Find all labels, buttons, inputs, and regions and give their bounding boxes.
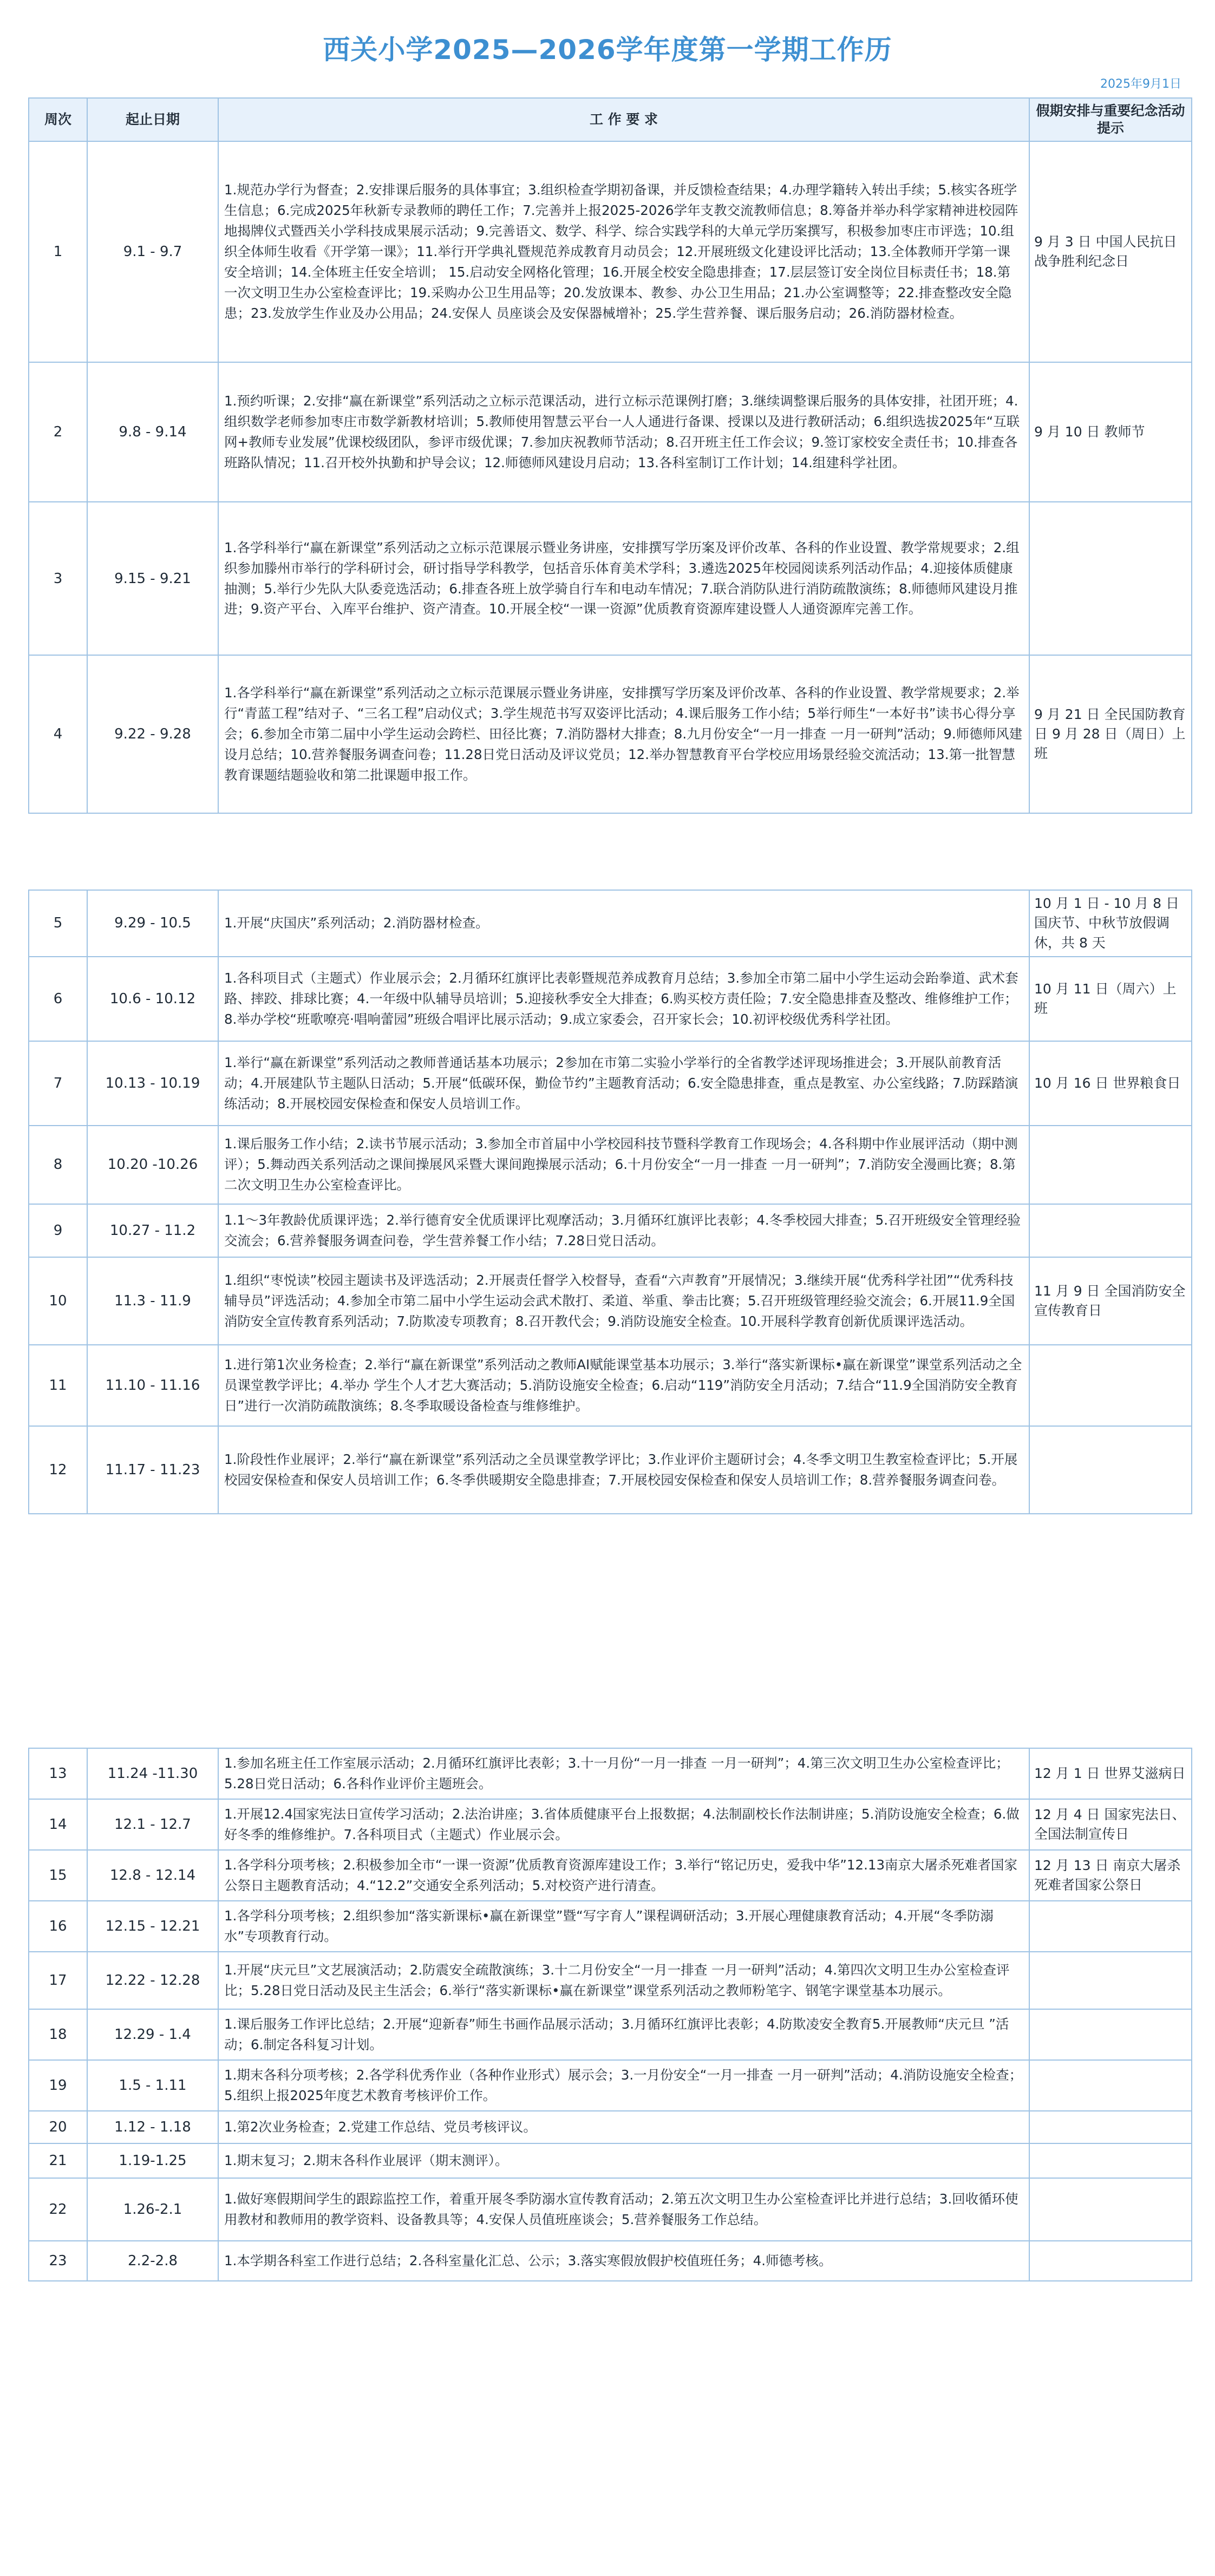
week-cell: 17 bbox=[29, 1952, 87, 2009]
dates-cell: 9.15 - 9.21 bbox=[87, 502, 218, 655]
week-cell: 3 bbox=[29, 502, 87, 655]
dates-cell: 12.15 - 12.21 bbox=[87, 1901, 218, 1952]
table-row bbox=[29, 2009, 1192, 2060]
dates-cell: 12.1 - 12.7 bbox=[87, 1799, 218, 1850]
table-row bbox=[29, 2178, 1192, 2241]
table-row bbox=[29, 2060, 1192, 2111]
holiday-note-cell bbox=[1029, 502, 1192, 655]
dates-cell: 9.1 - 9.7 bbox=[87, 141, 218, 362]
table-row bbox=[29, 957, 1192, 1041]
calendar-table-part3 bbox=[28, 1748, 1192, 2281]
holiday-note-cell bbox=[1029, 2143, 1192, 2178]
holiday-note-cell: 12 月 4 日 国家宪法日、全国法制宣传日 bbox=[1029, 1799, 1192, 1850]
dates-cell: 11.17 - 11.23 bbox=[87, 1426, 218, 1514]
holiday-note-cell bbox=[1029, 2111, 1192, 2143]
holiday-note-cell: 11 月 9 日 全国消防安全宣传教育日 bbox=[1029, 1257, 1192, 1345]
week-cell: 14 bbox=[29, 1799, 87, 1850]
table-row bbox=[29, 1041, 1192, 1126]
requirements-cell: 1.各学科分项考核；2.积极参加全市“一课一资源”优质教育资源库建设工作；3.举行“铭记历史，爱我中华”12.13南京大屠杀死难者国家公祭日主题教育活动；4.“12.2”交通安全系列活动；5.对校资产进行清查。 bbox=[218, 1850, 1029, 1901]
requirements-cell: 1.开展“庆元旦”文艺展演活动；2.防震安全疏散演练；3.十二月份安全“一月一排查 一月一研判”活动；4.第四次文明卫生办公室检查评比；5.28日党日活动及民主生活会；6.举行“落实新课标•赢在新课堂”课堂系列活动之教师粉笔字、钢笔字课堂基本功展示。 bbox=[218, 1952, 1029, 2009]
dates-cell: 9.8 - 9.14 bbox=[87, 362, 218, 502]
requirements-cell: 1.预约听课；2.安排“赢在新课堂”系列活动之立标示范课活动，进行立标示范课例打磨；3.继续调整课后服务的具体安排，社团开班；4.组织数学老师参加枣庄市数学新教材培训；5.教师使用智慧云平台一人人通进行备课、授课以及进行教研活动；6.组织选拔2025年“互联网+教师专业发展”优课校级团队，参评市级优课；7.参加庆祝教师节活动；8.召开班主任工作会议；9.签订家校安全责任书；10.排查各班路队情况；11.召开校外执勤和护导会议；12.师德师风建设月启动；13.各科室制订工作计划；14.组建科学社团。 bbox=[218, 362, 1029, 502]
requirements-cell: 1.开展“庆国庆”系列活动；2.消防器材检查。 bbox=[218, 890, 1029, 957]
table-row bbox=[29, 1257, 1192, 1345]
dates-cell: 1.26-2.1 bbox=[87, 2178, 218, 2241]
dates-cell: 1.12 - 1.18 bbox=[87, 2111, 218, 2143]
week-cell: 5 bbox=[29, 890, 87, 957]
week-cell: 2 bbox=[29, 362, 87, 502]
week-cell: 23 bbox=[29, 2241, 87, 2281]
requirements-cell: 1.期末复习；2.期末各科作业展评（期末测评）。 bbox=[218, 2143, 1029, 2178]
holiday-note-cell bbox=[1029, 2178, 1192, 2241]
table-row bbox=[29, 1126, 1192, 1204]
requirements-cell: 1.本学期各科室工作进行总结；2.各科室量化汇总、公示；3.落实寒假放假护校值班任务；4.师德考核。 bbox=[218, 2241, 1029, 2281]
holiday-note-cell: 9 月 21 日 全民国防教育日 9 月 28 日（周日）上班 bbox=[1029, 655, 1192, 813]
dates-cell: 11.3 - 11.9 bbox=[87, 1257, 218, 1345]
issue-date: 2025年9月1日 bbox=[1100, 77, 1181, 91]
holiday-note-cell bbox=[1029, 2060, 1192, 2111]
week-cell: 21 bbox=[29, 2143, 87, 2178]
week-cell: 6 bbox=[29, 957, 87, 1041]
dates-cell: 11.10 - 11.16 bbox=[87, 1345, 218, 1426]
holiday-note-cell bbox=[1029, 2009, 1192, 2060]
requirements-cell: 1.各学科举行“赢在新课堂”系列活动之立标示范课展示暨业务讲座，安排撰写学历案及评价改革、各科的作业设置、教学常规要求；2.举行“青蓝工程”结对子、“三名工程”启动仪式；3.学生规范书写双姿评比活动；4.课后服务工作小结；5举行师生“一本好书”读书心得分享会；6.参加全市第二届中小学生运动会跨栏、田径比赛；7.消防器材大排查；8.九月份安全“一月一排查 一月一研判”活动；9.师德师风建设月总结；10.营养餐服务调查问卷；11.28日党日活动及评议党员；12.举办智慧教育平台学校应用场景经验交流活动；13.第一批智慧教育课题结题验收和第二批课题申报工作。 bbox=[218, 655, 1029, 813]
requirements-cell: 1.规范办学行为督查；2.安排课后服务的具体事宜；3.组织检查学期初备课，并反馈检查结果；4.办理学籍转入转出手续；5.核实各班学生信息；6.完成2025年秋新专录教师的聘任工作；7.完善并上报2025-2026学年支教交流教师信息；8.筹备并举办科学家精神进校园阵地揭牌仪式暨西关小学科技成果展示活动；9.完善语文、数学、科学、综合实践学科的大单元学历案撰写，积极参加枣庄市评选；10.组织全体师生收看《开学第一课》；11.举行开学典礼暨规范养成教育月动员会；12.开展班级文化建设评比活动；13.全体教师开学第一课安全培训；14.全体班主任安全培训； 15.启动安全网格化管理；16.开展全校安全隐患排查；17.层层签订安全岗位目标责任书；18.第一次文明卫生办公室检查评比；19.采购办公卫生用品等；20.发放课本、教参、办公卫生用品；21.办公室调整等；22.排查整改安全隐患；23.发放学生作业及办公用品；24.安保人 员座谈会及安保器械增补；25.学生营养餐、课后服务启动；26.消防器材检查。 bbox=[218, 141, 1029, 362]
holiday-note-cell: 12 月 13 日 南京大屠杀死难者国家公祭日 bbox=[1029, 1850, 1192, 1901]
header-holiday-notes: 假期安排与重要纪念活动提示 bbox=[1029, 98, 1192, 141]
holiday-note-cell bbox=[1029, 1126, 1192, 1204]
holiday-note-cell bbox=[1029, 1426, 1192, 1514]
week-cell: 7 bbox=[29, 1041, 87, 1126]
requirements-cell: 1.做好寒假期间学生的跟踪监控工作，着重开展冬季防溺水宣传教育活动；2.第五次文明卫生办公室检查评比并进行总结；3.回收循环使用教材和教师用的教学资料、设备教具等；4.安保人员值班座谈会；5.营养餐服务工作总结。 bbox=[218, 2178, 1029, 2241]
table-row bbox=[29, 141, 1192, 362]
holiday-note-cell bbox=[1029, 1901, 1192, 1952]
table-row bbox=[29, 2241, 1192, 2281]
table-row bbox=[29, 1799, 1192, 1850]
week-cell: 8 bbox=[29, 1126, 87, 1204]
requirements-cell: 1.课后服务工作小结；2.读书节展示活动；3.参加全市首届中小学校园科技节暨科学教育工作现场会；4.各科期中作业展评活动（期中测评）；5.舞动西关系列活动之课间操展风采暨大课间跑操展示活动；6.十月份安全“一月一排查 一月一研判”；7.消防安全漫画比赛；8.第二次文明卫生办公室检查评比。 bbox=[218, 1126, 1029, 1204]
holiday-note-cell: 10 月 1 日 - 10 月 8 日 国庆节、中秋节放假调休，共 8 天 bbox=[1029, 890, 1192, 957]
dates-cell: 10.27 - 11.2 bbox=[87, 1204, 218, 1257]
dates-cell: 2.2-2.8 bbox=[87, 2241, 218, 2281]
requirements-cell: 1.组织“枣悦读”校园主题读书及评选活动；2.开展责任督学入校督导，查看“六声教育”开展情况；3.继续开展“优秀科学社团”“优秀科技辅导员”评选活动；4.参加全市第二届中小学生运动会武术散打、柔道、举重、拳击比赛；5.召开班级管理经验交流会；6.开展11.9全国消防安全宣传教育系列活动；7.防欺凌专项教育；8.召开教代会；9.消防设施安全检查。10.开展科学教育创新优质课评选活动。 bbox=[218, 1257, 1029, 1345]
requirements-cell: 1.1～3年教龄优质课评选；2.举行德育安全优质课评比观摩活动；3.月循环红旗评比表彰；4.冬季校园大排查；5.召开班级安全管理经验交流会；6.营养餐服务调查问卷，学生营养餐工作小结；7.28日党日活动。 bbox=[218, 1204, 1029, 1257]
requirements-cell: 1.各学科举行“赢在新课堂”系列活动之立标示范课展示暨业务讲座，安排撰写学历案及评价改革、各科的作业设置、教学常规要求；2.组织参加滕州市举行的学科研讨会，研讨指导学科教学，包括音乐体育美术学科；3.遴选2025年校园阅读系列活动作品；4.迎接体质健康抽测；5.举行少先队大队委竞选活动；6.排查各班上放学骑自行车和电动车情况；7.联合消防队进行消防疏散演练；8.师德师风建设月推进；9.资产平台、入库平台维护、资产清查。10.开展全校“一课一资源”优质教育资源库建设暨人人通资源库完善工作。 bbox=[218, 502, 1029, 655]
table-row bbox=[29, 1426, 1192, 1514]
week-cell: 9 bbox=[29, 1204, 87, 1257]
dates-cell: 1.5 - 1.11 bbox=[87, 2060, 218, 2111]
table-row bbox=[29, 362, 1192, 502]
table-row bbox=[29, 1952, 1192, 2009]
week-cell: 10 bbox=[29, 1257, 87, 1345]
header-week: 周次 bbox=[29, 98, 87, 141]
week-cell: 1 bbox=[29, 141, 87, 362]
week-cell: 4 bbox=[29, 655, 87, 813]
holiday-note-cell: 9 月 10 日 教师节 bbox=[1029, 362, 1192, 502]
table-row bbox=[29, 502, 1192, 655]
page-title: 西关小学2025—2026学年度第一学期工作历 bbox=[323, 34, 892, 66]
requirements-cell: 1.各学科分项考核；2.组织参加“落实新课标•赢在新课堂”暨“写字育人”课程调研活动；3.开展心理健康教育活动；4.开展“冬季防溺水”专项教育行动。 bbox=[218, 1901, 1029, 1952]
table-row bbox=[29, 2143, 1192, 2178]
header-dates: 起止日期 bbox=[87, 98, 218, 141]
table-row bbox=[29, 1748, 1192, 1799]
week-cell: 18 bbox=[29, 2009, 87, 2060]
week-cell: 13 bbox=[29, 1748, 87, 1799]
requirements-cell: 1.期末各科分项考核；2.各学科优秀作业（各种作业形式）展示会；3.一月份安全“一月一排查 一月一研判”活动；4.消防设施安全检查；5.组织上报2025年度艺术教育考核评价工作。 bbox=[218, 2060, 1029, 2111]
requirements-cell: 1.进行第1次业务检查；2.举行“赢在新课堂”系列活动之教师AI赋能课堂基本功展示；3.举行“落实新课标•赢在新课堂”课堂系列活动之全员课堂教学评比；4.举办 学生个人才艺大赛活动；5.消防设施安全检查；6.启动“119”消防安全月活动；7.结合“11.9全国消防安全教育日”进行一次消防疏散演练；8.冬季取暖设备检查与维修维护。 bbox=[218, 1345, 1029, 1426]
week-cell: 12 bbox=[29, 1426, 87, 1514]
holiday-note-cell: 10 月 16 日 世界粮食日 bbox=[1029, 1041, 1192, 1126]
holiday-note-cell bbox=[1029, 2241, 1192, 2281]
week-cell: 15 bbox=[29, 1850, 87, 1901]
dates-cell: 12.22 - 12.28 bbox=[87, 1952, 218, 2009]
table-row bbox=[29, 2111, 1192, 2143]
table-row bbox=[29, 1901, 1192, 1952]
week-cell: 20 bbox=[29, 2111, 87, 2143]
requirements-cell: 1.参加名班主任工作室展示活动；2.月循环红旗评比表彰；3.十一月份“一月一排查 一月一研判”；4.第三次文明卫生办公室检查评比；5.28日党日活动；6.各科作业评价主题班会。 bbox=[218, 1748, 1029, 1799]
requirements-cell: 1.各科项目式（主题式）作业展示会；2.月循环红旗评比表彰暨规范养成教育月总结；3.参加全市第二届中小学生运动会跆拳道、武术套路、摔跤、排球比赛；4.一年级中队辅导员培训；5.迎接秋季安全大排查；6.购买校方责任险；7.安全隐患排查及整改、维修维护工作；8.举办学校“班歌嘹亮·唱响蕾园”班级合唱评比展示活动；9.成立家委会，召开家长会；10.初评校级优秀科学社团。 bbox=[218, 957, 1029, 1041]
holiday-note-cell bbox=[1029, 1204, 1192, 1257]
requirements-cell: 1.第2次业务检查；2.党建工作总结、党员考核评议。 bbox=[218, 2111, 1029, 2143]
dates-cell: 11.24 -11.30 bbox=[87, 1748, 218, 1799]
requirements-cell: 1.开展12.4国家宪法日宣传学习活动；2.法治讲座；3.省体质健康平台上报数据；4.法制副校长作法制讲座；5.消防设施安全检查；6.做好冬季的维修维护。7.各科项目式（主题式）作业展示会。 bbox=[218, 1799, 1029, 1850]
table-row bbox=[29, 1204, 1192, 1257]
holiday-note-cell bbox=[1029, 1952, 1192, 2009]
requirements-cell: 1.阶段性作业展评；2.举行“赢在新课堂”系列活动之全员课堂教学评比；3.作业评价主题研讨会；4.冬季文明卫生教室检查评比；5.开展校园安保检查和保安人员培训工作；6.冬季供暖期安全隐患排查；7.开展校园安保检查和保安人员培训工作；8.营养餐服务调查问卷。 bbox=[218, 1426, 1029, 1514]
table-row bbox=[29, 890, 1192, 957]
table-body-part3 bbox=[29, 1748, 1192, 2281]
week-cell: 16 bbox=[29, 1901, 87, 1952]
table-body-part1 bbox=[29, 141, 1192, 813]
table-body-part2 bbox=[29, 890, 1192, 1514]
dates-cell: 12.29 - 1.4 bbox=[87, 2009, 218, 2060]
holiday-note-cell bbox=[1029, 1345, 1192, 1426]
dates-cell: 12.8 - 12.14 bbox=[87, 1850, 218, 1901]
holiday-note-cell: 12 月 1 日 世界艾滋病日 bbox=[1029, 1748, 1192, 1799]
dates-cell: 10.20 -10.26 bbox=[87, 1126, 218, 1204]
week-cell: 22 bbox=[29, 2178, 87, 2241]
calendar-table-part2 bbox=[28, 890, 1192, 1514]
table-row bbox=[29, 655, 1192, 813]
calendar-table-part1 bbox=[28, 97, 1192, 814]
header-requirements: 工 作 要 求 bbox=[218, 98, 1029, 141]
week-cell: 19 bbox=[29, 2060, 87, 2111]
requirements-cell: 1.举行“赢在新课堂”系列活动之教师普通话基本功展示；2参加在市第二实验小学举行的全省教学述评现场推进会；3.开展队前教育活动；4.开展建队节主题队日活动；5.开展“低碳环保，勤俭节约”主题教育活动；6.安全隐患排查，重点是教室、办公室线路；7.防踩踏演练活动；8.开展校园安保检查和保安人员培训工作。 bbox=[218, 1041, 1029, 1126]
holiday-note-cell: 10 月 11 日（周六）上班 bbox=[1029, 957, 1192, 1041]
dates-cell: 10.6 - 10.12 bbox=[87, 957, 218, 1041]
week-cell: 11 bbox=[29, 1345, 87, 1426]
header-row bbox=[29, 98, 1192, 141]
dates-cell: 9.29 - 10.5 bbox=[87, 890, 218, 957]
dates-cell: 10.13 - 10.19 bbox=[87, 1041, 218, 1126]
holiday-note-cell: 9 月 3 日 中国人民抗日战争胜利纪念日 bbox=[1029, 141, 1192, 362]
requirements-cell: 1.课后服务工作评比总结；2.开展“迎新春”师生书画作品展示活动；3.月循环红旗评比表彰；4.防欺凌安全教育5.开展教师“庆元旦 ”活动；6.制定各科复习计划。 bbox=[218, 2009, 1029, 2060]
dates-cell: 9.22 - 9.28 bbox=[87, 655, 218, 813]
table-row bbox=[29, 1345, 1192, 1426]
dates-cell: 1.19-1.25 bbox=[87, 2143, 218, 2178]
table-row bbox=[29, 1850, 1192, 1901]
